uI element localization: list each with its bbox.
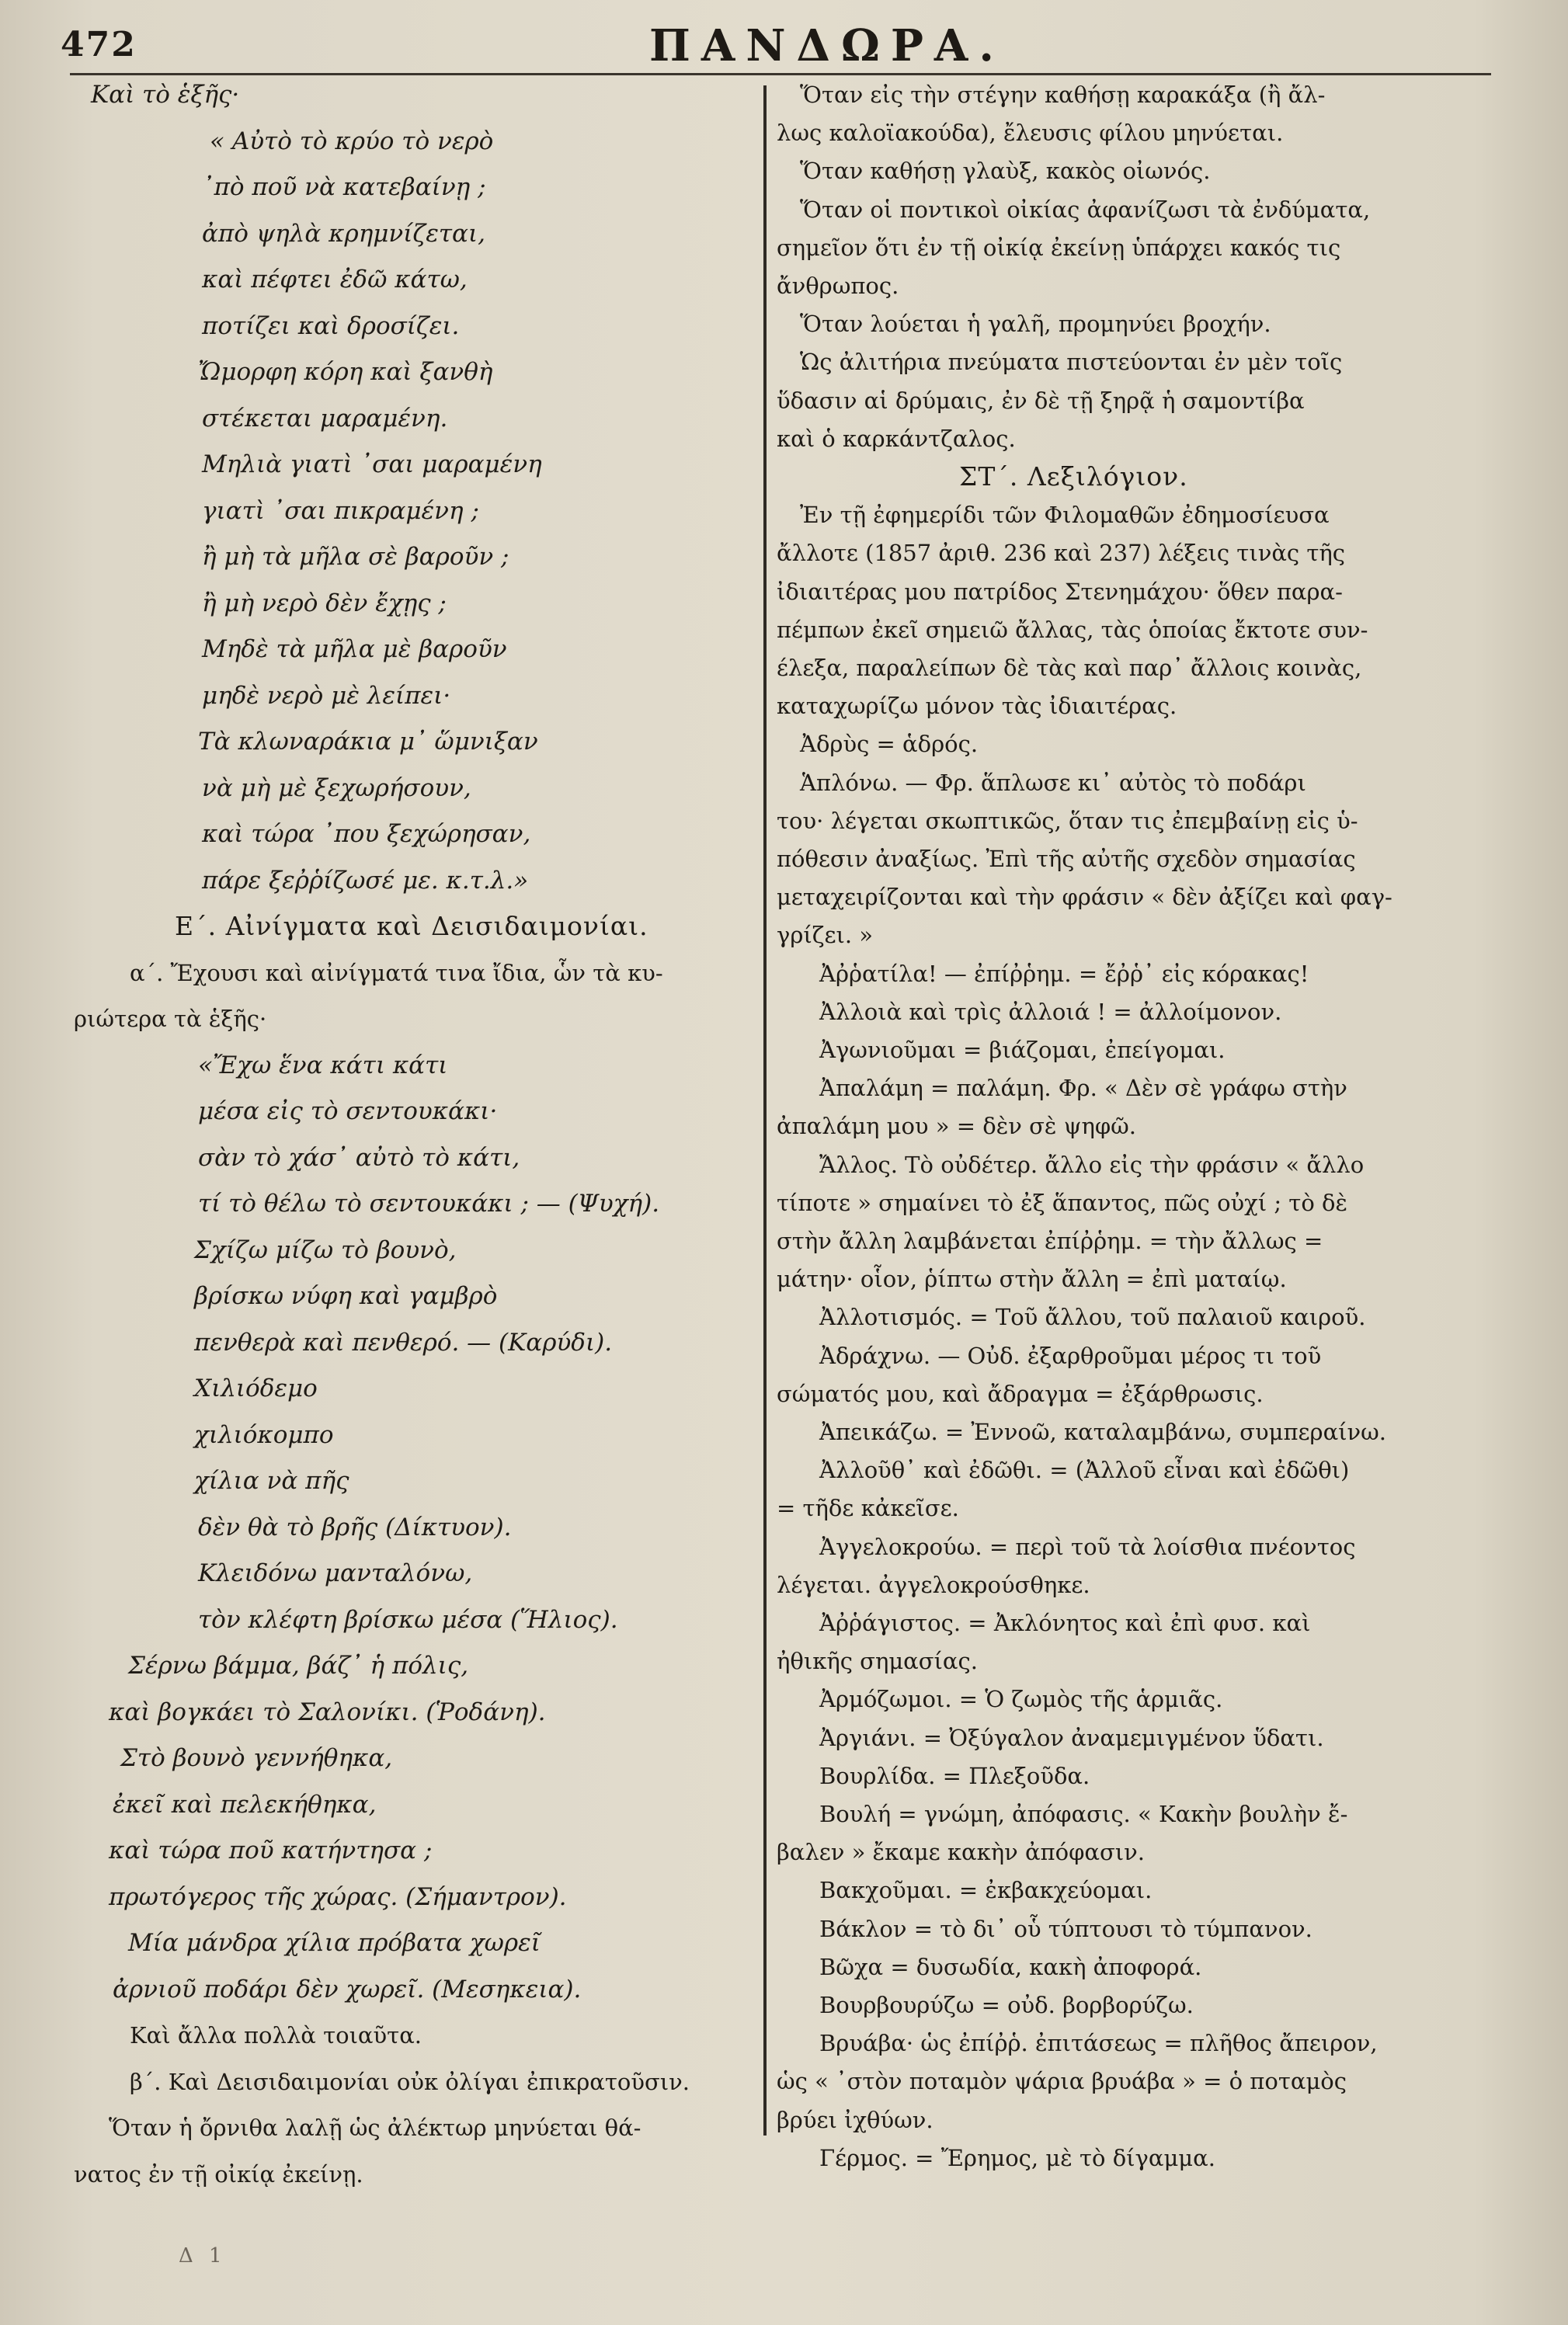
text-line: Ἀλλοτισμός. = Τοῦ ἄλλου, τοῦ παλαιοῦ καιροῦ. [819,1304,1366,1331]
text-line: Βρυάβα· ὡς ἐπίῤῥ. ἐπιτάσεως = πλῆθος ἄπειρον, [819,2030,1378,2057]
verse-line: ᾽πὸ ποῦ νὰ κατεβαίνῃ ; [202,173,486,201]
verse-line: πενθερὰ καὶ πενθερό. — (Καρύδι). [194,1328,613,1357]
text-line: ὕδασιν αἱ δρύμαις, ἐν δὲ τῇ ξηρᾷ ἡ σαμοντίβα [777,387,1305,414]
verse-line: Μία μάνδρα χίλια πρόβατα χωρεῖ [128,1929,541,1957]
text-line: τίποτε » σημαίνει τὸ ἐξ ἅπαντος, πῶς οὐχί ; τὸ δὲ [777,1189,1348,1216]
verse-line: καὶ πέφτει ἐδῶ κάτω, [202,266,468,294]
verse-line: ἢ μὴ νερὸ δὲν ἔχῃς ; [202,589,447,617]
text-line: Ἀγγελοκρούω. = περὶ τοῦ τὰ λοίσθια πνέοντος [819,1533,1356,1560]
text-line: βρύει ἰχθύων. [777,2106,933,2133]
text-line: Βῶχα = δυσωδία, κακὴ ἀποφορά. [819,1953,1202,1980]
section-heading: ΣΤ΄. Λεξιλόγιον. [959,461,1188,492]
text-line: σώματός μου, καὶ ἄδραγμα = ἐξάρθρωσις. [777,1380,1264,1407]
verse-line: μέσα εἰς τὸ σεντουκάκι· [198,1097,498,1125]
text-line: γρίζει. » [777,922,874,949]
verse-line: Σχίζω μίζω τὸ βουνὸ, [194,1235,457,1264]
verse-line: ἀρνιοῦ ποδάρι δὲν χωρεῖ. (Μεσηκεια). [113,1975,582,2004]
text-line: μάτην· οἷον, ῥίπτω στὴν ἄλλη = ἐπὶ ματαίῳ. [777,1266,1287,1293]
text-line: Ἀπαλάμη = παλάμη. Φρ. « Δὲν σὲ γράφω στὴν [819,1075,1347,1102]
verse-line: Τὰ κλωναράκια μ᾽ ὥμνιξαν [198,728,538,756]
text-line: Ὅταν ἡ ὄρνιθα λαλῇ ὡς ἀλέκτωρ μηνύεται θά- [109,2115,641,2141]
text-line: Ἀλλοιὰ καὶ τρὶς ἀλλοιά ! = ἀλλοίμονον. [819,998,1282,1025]
running-title: ΠΑΝΔΩΡΑ. [649,20,1005,71]
text-line: = τῆδε κἀκεῖσε. [777,1495,959,1522]
text-line: λέγεται. ἀγγελοκρούσθηκε. [777,1571,1090,1598]
text-line: Ἀργιάνι. = Ὀξύγαλον ἀναμεμιγμένον ὕδατι. [819,1724,1324,1751]
verse-line: στέκεται μαραμένη. [202,404,448,433]
verse-line: πρωτόγερος τῆς χώρας. (Σήμαντρον). [109,1882,567,1911]
verse-line: Κλειδόνω μανταλόνω, [198,1559,473,1587]
verse-line: ἀπὸ ψηλὰ κρημνίζεται, [202,219,485,248]
verse-line: Χιλιόδεμο [194,1374,318,1402]
verse-line: Μηδὲ τὰ μῆλα μὲ βαροῦν [202,635,507,663]
text-line: Γέρμος. = Ἔρημος, μὲ τὸ δίγαμμα. [819,2144,1215,2171]
text-line: Ἀρμόζωμοι. = Ὁ ζωμὸς τῆς ἁρμιᾶς. [819,1686,1223,1713]
verse-line: καὶ τώρα ποῦ κατήντησα ; [109,1837,433,1865]
text-line: ριώτερα τὰ ἑξῆς· [74,1006,267,1032]
text-line: ἰδιαιτέρας μου πατρίδος Στενημάχου· ὅθεν παρα- [777,578,1343,605]
text-line: Ἄλλος. Τὸ οὐδέτερ. ἄλλο εἰς τὴν φράσιν « ἄλλο [819,1151,1365,1178]
verse-line: τί τὸ θέλω τὸ σεντουκάκι ; — (Ψυχή). [198,1190,660,1218]
verse-line: χίλια νὰ πῆς [194,1467,349,1495]
verse-line: Καὶ τὸ ἑξῆς· [91,81,240,109]
text-line: Βουρλίδα. = Πλεξοῦδα. [819,1762,1090,1789]
text-line: Ὅταν λούεται ἡ γαλῆ, προμηνύει βροχήν. [800,311,1271,338]
verse-line: πάρε ξεῤῥίζωσέ με. κ.τ.λ.» [202,866,529,895]
text-line: Ἀπεικάζω. = Ἐννοῶ, καταλαμβάνω, συμπεραίνω. [819,1419,1387,1445]
text-line: βαλεν » ἔκαμε κακὴν ἀπόφασιν. [777,1839,1145,1866]
text-line: Ὅταν εἰς τὴν στέγην καθήσῃ καρακάξα (ἢ ἄλ- [800,82,1326,108]
verse-line: «Ἔχω ἕνα κάτι κάτι [198,1051,448,1079]
text-line: έλεξα, παραλείπων δὲ τὰς καὶ παρ᾽ ἄλλοις κοινὰς, [777,655,1362,681]
library-stamp: Δ 1 [179,2244,227,2268]
verse-line: σὰν τὸ χάσ᾽ αὐτὸ τὸ κάτι, [198,1143,520,1172]
text-line: Ὡς ἀλιτήρια πνεύματα πιστεύονται ἐν μὲν τοῖς [800,349,1343,376]
text-line: ἠθικῆς σημασίας. [777,1648,978,1675]
header-rule [70,73,1491,75]
verse-line: νὰ μὴ μὲ ξεχωρήσουν, [202,773,471,802]
verse-line: « Αὐτὸ τὸ κρύο τὸ νερὸ [210,127,494,155]
text-line: λως καλοϊακούδα), ἔλευσις φίλου μηνύεται. [777,120,1284,147]
verse-line: Στὸ βουνὸ γεννήθηκα, [120,1744,393,1772]
text-line: Ἀδρὺς = ἁδρός. [800,731,979,758]
verse-line: χιλιόκομπο [194,1420,334,1449]
text-line: ἀπαλάμη μου » = δὲν σὲ ψηφῶ. [777,1113,1136,1140]
verse-line: μηδὲ νερὸ μὲ λείπει· [202,681,451,710]
page-header [0,20,1568,71]
text-line: Ἀλλοῦθ᾽ καὶ ἐδῶθι. = (Ἀλλοῦ εἶναι καὶ ἐδῶθι) [819,1457,1350,1484]
verse-line: Μηλιὰ γιατὶ ᾽σαι μαραμένη [202,450,542,478]
verse-line: Ὤμορφη κόρη καὶ ξανθὴ [198,358,493,386]
text-line: Βακχοῦμαι. = ἐκβακχεύομαι. [819,1877,1153,1904]
text-line: Καὶ ἄλλα πολλὰ τοιαῦτα. [130,2022,422,2049]
text-line: του· λέγεται σκωπτικῶς, ὅταν τις ἐπεμβαίνῃ εἰς ὑ- [777,807,1358,834]
text-line: στὴν ἄλλη λαμβάνεται ἐπίῤῥημ. = τὴν ἄλλως = [777,1228,1323,1254]
text-line: Βάκλον = τὸ δι᾽ οὗ τύπτουσι τὸ τύμπανον. [819,1915,1312,1942]
text-line: σημεῖον ὅτι ἐν τῇ οἰκίᾳ ἐκείνῃ ὑπάρχει κακός τις [777,234,1341,261]
text-line: ἄλλοτε (1857 ἀριθ. 236 καὶ 237) λέξεις τινὰς τῆς [777,540,1346,567]
text-line: Ἀῤῥατίλα! — ἐπίῤῥημ. = ἔῤῥ᾽ εἰς κόρακας! [819,960,1309,987]
text-line: πόθεσιν ἀναξίως. Ἐπὶ τῆς αὐτῆς σχεδὸν σημασίας [777,846,1356,872]
text-line: Ὅταν καθήσῃ γλαὺξ, κακὸς οἰωνός. [800,158,1211,185]
text-line: Ἀδράχνω. — Οὐδ. ἐξαρθροῦμαι μέρος τι τοῦ [819,1342,1322,1369]
text-line: καταχωρίζω μόνον τὰς ἰδιαιτέρας. [777,693,1177,720]
text-line: μεταχειρίζονται καὶ τὴν φράσιν « δὲν ἀξίζει καὶ φαγ- [777,884,1392,911]
text-line: Ἁπλόνω. — Φρ. ἅπλωσε κι᾽ αὐτὸς τὸ ποδάρι [800,769,1306,796]
text-line: ἄνθρωπος. [777,273,899,299]
verse-line: ἐκεῖ καὶ πελεκήθηκα, [113,1790,377,1819]
text-line: Ὅταν οἱ ποντικοὶ οἰκίας ἀφανίζωσι τὰ ἐνδύματα, [800,196,1371,223]
verse-line: καὶ τώρα ᾽που ξεχώρησαν, [202,820,531,848]
text-line: Ἐν τῇ ἐφημερίδι τῶν Φιλομαθῶν ἐδημοσίευσα [800,502,1330,529]
text-line: ὡς « ᾽στὸν ποταμὸν ψάρια βρυάβα » = ὁ ποταμὸς [777,2068,1347,2095]
section-heading: Ε΄. Αἰνίγματα καὶ Δεισιδαιμονίαι. [175,911,648,941]
text-line: β΄. Καὶ Δεισιδαιμονίαι οὐκ ὀλίγαι ἐπικρατοῦσιν. [130,2068,690,2095]
text-line: νατος ἐν τῇ οἰκίᾳ ἐκείνῃ. [74,2160,363,2188]
text-line: Ἀγωνιοῦμαι = βιάζομαι, ἐπείγομαι. [819,1037,1226,1063]
verse-line: Σέρνω βάμμα, βάζ᾽ ἡ πόλις, [128,1652,469,1680]
verse-line: δὲν θὰ τὸ βρῆς (Δίκτυον). [198,1513,512,1541]
verse-line: τὸν κλέφτη βρίσκω μέσα (Ἥλιος). [198,1605,618,1634]
column-divider [763,85,767,2136]
verse-line: βρίσκω νύφη καὶ γαμβρὸ [194,1282,498,1310]
verse-line: γιατὶ ᾽σαι πικραμένη ; [202,496,479,525]
text-line: Ἀῤῥάγιστος. = Ἀκλόνητος καὶ ἐπὶ φυσ. καὶ [819,1610,1311,1636]
text-line: καὶ ὁ καρκάντζαλος. [777,425,1016,452]
text-line: Βουρβουρύζω = οὐδ. βορβορύζω. [819,1992,1194,2018]
verse-line: ἢ μὴ τὰ μῆλα σὲ βαροῦν ; [202,543,509,571]
verse-line: καὶ βογκάει τὸ Σαλονίκι. (Ῥοδάνη). [109,1698,546,1726]
text-line: Βουλή = γνώμη, ἀπόφασις. « Κακὴν βουλὴν ἔ- [819,1801,1348,1827]
verse-line: ποτίζει καὶ δροσίζει. [202,311,460,340]
text-line: α΄. Ἔχουσι καὶ αἰνίγματά τινα ἴδια, ὧν τὰ κυ- [130,959,663,986]
text-line: πέμπων ἐκεῖ σημειῶ ἄλλας, τὰς ὁποίας ἔκτοτε συν- [777,616,1368,643]
page-number: 472 [61,25,137,64]
